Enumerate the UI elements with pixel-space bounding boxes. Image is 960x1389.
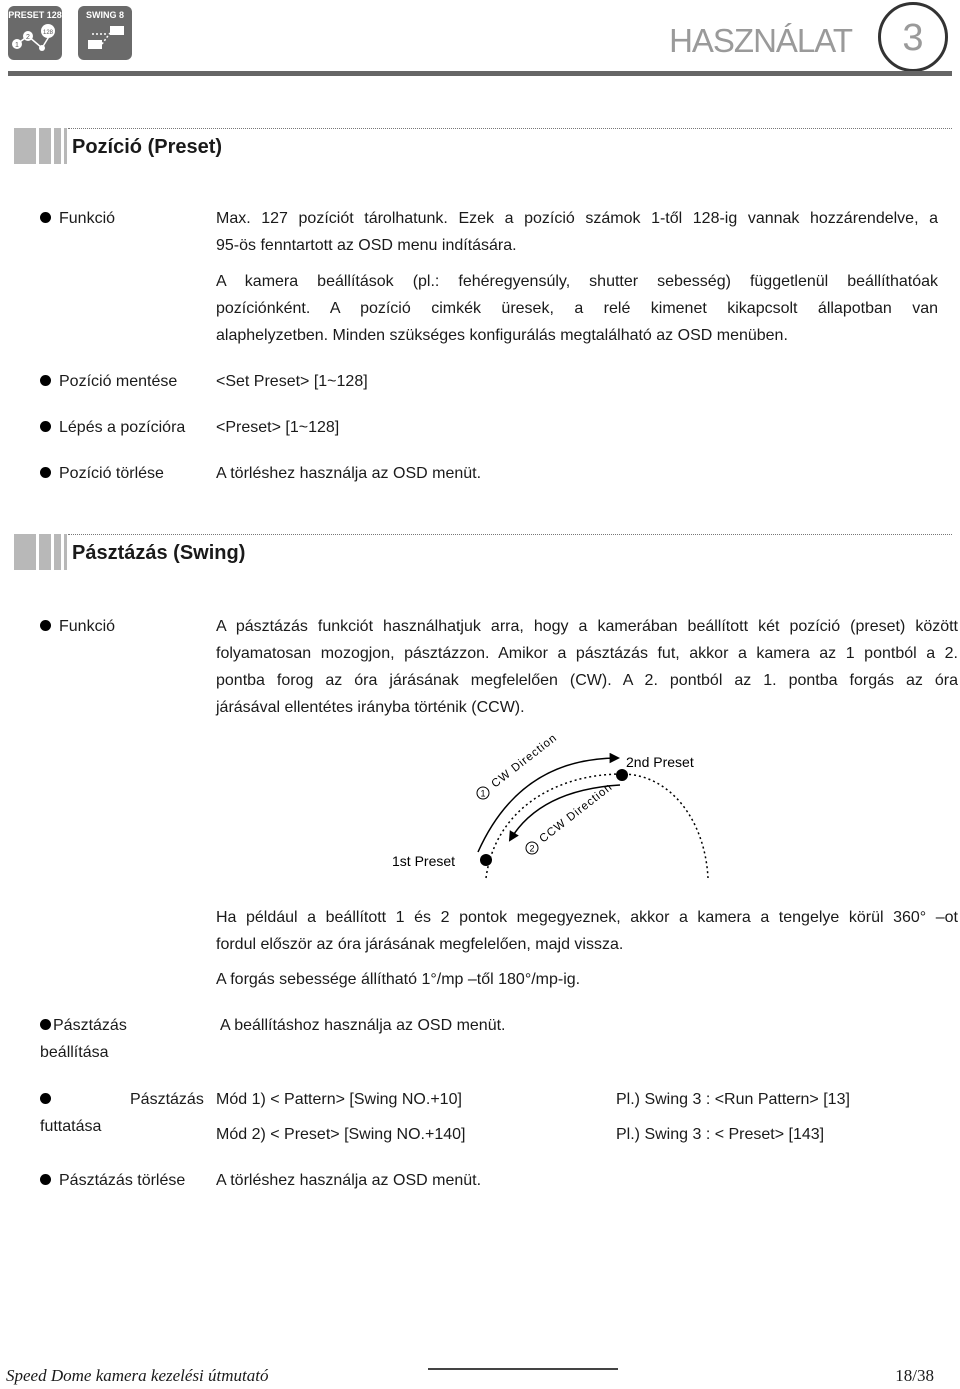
section-title-preset: Pozíció (Preset) xyxy=(72,136,223,158)
preset-1-point xyxy=(480,854,492,866)
swing-run-example-1: Pl.) Swing 3 : <Run Pattern> [13] xyxy=(616,1091,850,1108)
preset-function-label: Funkció xyxy=(40,205,115,232)
swing-run-label-word: Pásztázás xyxy=(130,1091,204,1108)
bullet-icon xyxy=(40,1174,51,1185)
header-rule xyxy=(8,71,952,76)
swing-section-header xyxy=(14,534,952,572)
preset-2-point xyxy=(616,769,628,781)
preset-save-value: <Set Preset> [1~128] xyxy=(216,373,368,390)
preset-goto-label: Lépés a pozícióra xyxy=(40,414,185,441)
bullet-icon xyxy=(40,1019,51,1030)
swing-setup-value: A beállításhoz használja az OSD menüt. xyxy=(220,1017,506,1034)
footer-rule xyxy=(428,1368,618,1370)
preset-goto-value: <Preset> [1~128] xyxy=(216,419,340,436)
cw-number: 1 xyxy=(480,788,486,799)
bullet-icon xyxy=(40,467,51,478)
preset-badge xyxy=(8,6,62,60)
swing-run-mode-1: Mód 1) < Pattern> [Swing NO.+10] xyxy=(216,1091,462,1108)
swing-setup-label: Pásztázás beállítása xyxy=(40,1017,127,1061)
swing-function-label: Funkció xyxy=(40,613,115,640)
swing-note-text: Ha például a beállított 1 és 2 pontok megegyeznek, akkor a kamera a tengelye körül 360° –ot fordul először az óra járásának megfelelően, majd vissza. A forgás sebessége állítható 1°/mp –től 180°/mp-ig. xyxy=(216,909,958,988)
preset-badge-label: PRESET 128 xyxy=(8,10,62,20)
preset-num-1: 1 xyxy=(15,42,19,49)
preset-1-label: 1st Preset xyxy=(392,853,456,869)
swing-badge xyxy=(78,6,132,60)
swing-icon xyxy=(78,6,132,60)
preset-section-header xyxy=(14,128,952,166)
preset-num-128: 128 xyxy=(42,30,54,36)
preset-function-text: Max. 127 pozíciót tárolhatunk. Ezek a pozíció számok 1-től 128-ig vannak hozzárendelve, a 95-ös fenntartott az OSD menu indítására. A kamera beállítások (pl.: fehéregyensúly, shutter sebesség) függetlenül beállíthatóak pozíciónként. A pozíció cimkék üresek, a relé kimenet kikapcsolt állapotban van alaphelyzetben. Minden szükséges konfigurálás megtalálható az OSD menüben. xyxy=(216,210,938,344)
cw-label: CW Direction xyxy=(489,731,560,791)
preset-num-2: 2 xyxy=(26,34,30,41)
preset-icon xyxy=(8,6,62,60)
swing-delete-label: Pásztázás törlése xyxy=(40,1167,185,1194)
swing-badge-label: SWING 8 xyxy=(85,10,124,20)
swing-run-label: futtatása xyxy=(40,1086,101,1140)
bullet-icon xyxy=(40,421,51,432)
preset-delete-label: Pozíció törlése xyxy=(40,460,164,487)
section-title-swing: Pásztázás (Swing) xyxy=(72,542,246,564)
ccw-label: CCW Direction xyxy=(537,781,616,846)
swing-delete-value: A törléshez használja az OSD menüt. xyxy=(216,1172,482,1189)
page-title: HASZNÁLAT xyxy=(669,22,852,59)
ccw-number: 2 xyxy=(529,843,535,854)
swing-run-example-2: Pl.) Swing 3 : < Preset> [143] xyxy=(616,1126,825,1143)
swing-run-mode-2: Mód 2) < Preset> [Swing NO.+140] xyxy=(216,1126,466,1143)
bullet-icon xyxy=(40,212,51,223)
swing-direction-diagram xyxy=(370,730,730,885)
bullet-icon xyxy=(40,375,51,386)
swing-function-text: A pásztázás funkciót használhatjuk arra, hogy a kamerában beállított két pozíció (preset) között folyamatosan mozogjon, pásztázzon. Amikor a pásztázás fut, akkor a kamera az 1 pontból a 2. pontba forog az óra járásának megfelelően (CW). A 2. pontból az 1. pontba forgás az óra járásával ellentétes irányba történik (CCW). xyxy=(216,618,958,716)
bullet-icon xyxy=(40,1093,51,1104)
preset-delete-value: A törléshez használja az OSD menüt. xyxy=(216,465,482,482)
preset-2-label: 2nd Preset xyxy=(626,754,694,770)
bullet-icon xyxy=(40,620,51,631)
chapter-number-badge xyxy=(878,2,948,72)
preset-save-label: Pozíció mentése xyxy=(40,368,177,395)
footer-title: Speed Dome kamera kezelési útmutató xyxy=(6,1366,269,1385)
chapter-number: 3 xyxy=(902,17,924,59)
page-number: 18/38 xyxy=(895,1366,934,1385)
